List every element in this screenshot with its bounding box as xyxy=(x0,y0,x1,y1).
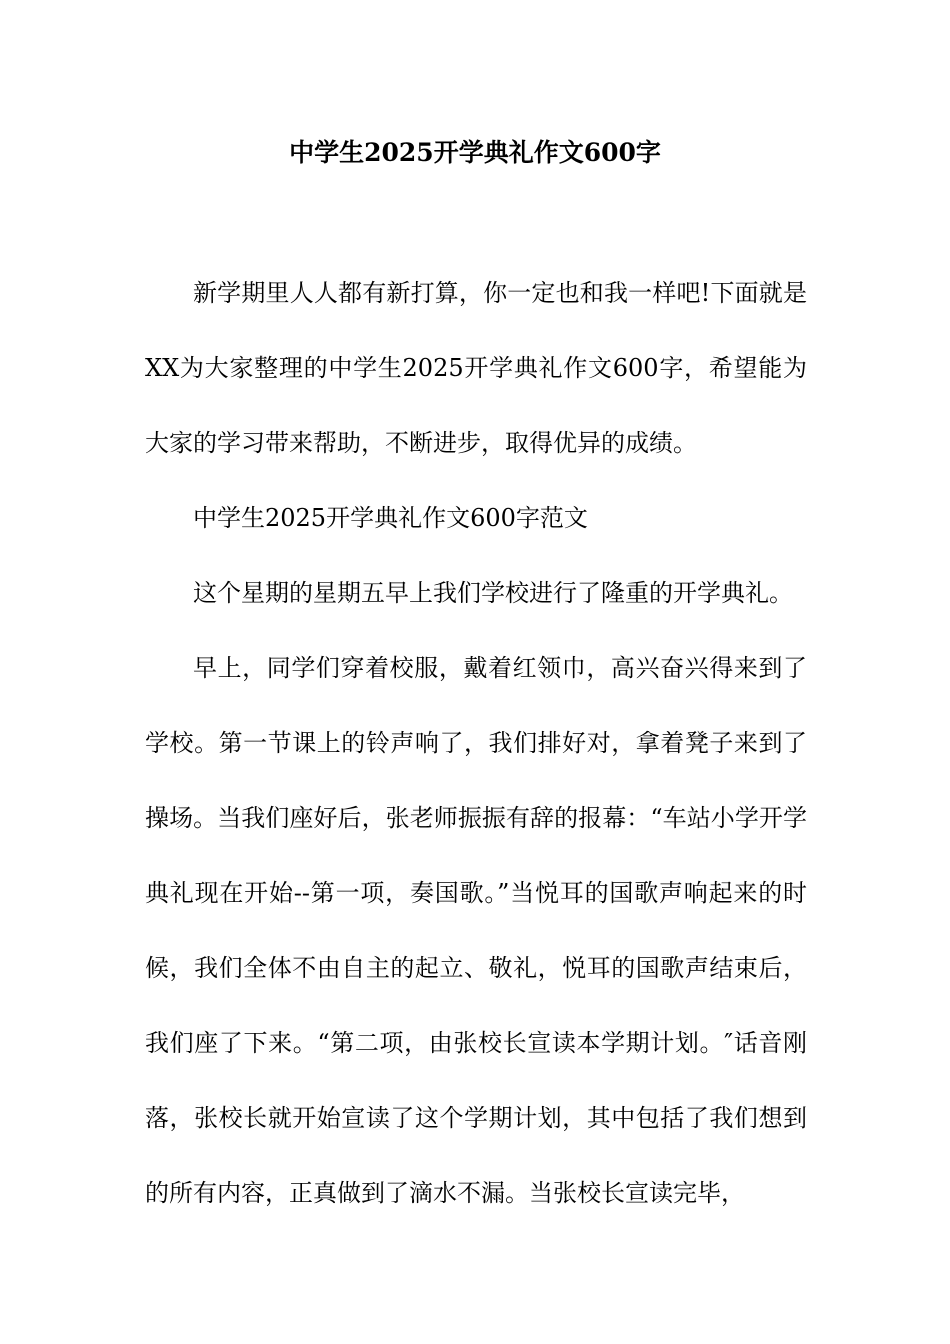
intro-paragraph: 新学期里人人都有新打算，你一定也和我一样吧!下面就是XX为大家整理的中学生2025开学典礼作文600字，希望能为大家的学习带来帮助，不断进步，取得优异的成绩。 xyxy=(145,279,807,457)
document-body xyxy=(145,256,807,1231)
document-title: 中学生2025开学典礼作文600字 xyxy=(289,138,661,167)
essay-subtitle: 中学生2025开学典礼作文600字范文 xyxy=(193,504,588,532)
body-paragraph: 早上，同学们穿着校服，戴着红领巾，高兴奋兴得来到了学校。第一节课上的铃声响了，我们排好对，拿着凳子来到了操场。当我们座好后，张老师振振有辞的报幕：“车站小学开学典礼现在开始--第一项，奏国歌。”当悦耳的国歌声响起来的时候，我们全体不由自主的起立、敬礼，悦耳的国歌声结束后，我们座了下来。“第二项，由张校长宣读本学期计划。″话音刚落，张校长就开始宣读了这个学期计划，其中包括了我们想到的所有内容，正真做到了滴水不漏。当张校长宣读完毕， xyxy=(145,654,807,1207)
body-paragraph: 这个星期的星期五早上我们学校进行了隆重的开学典礼。 xyxy=(193,579,793,607)
